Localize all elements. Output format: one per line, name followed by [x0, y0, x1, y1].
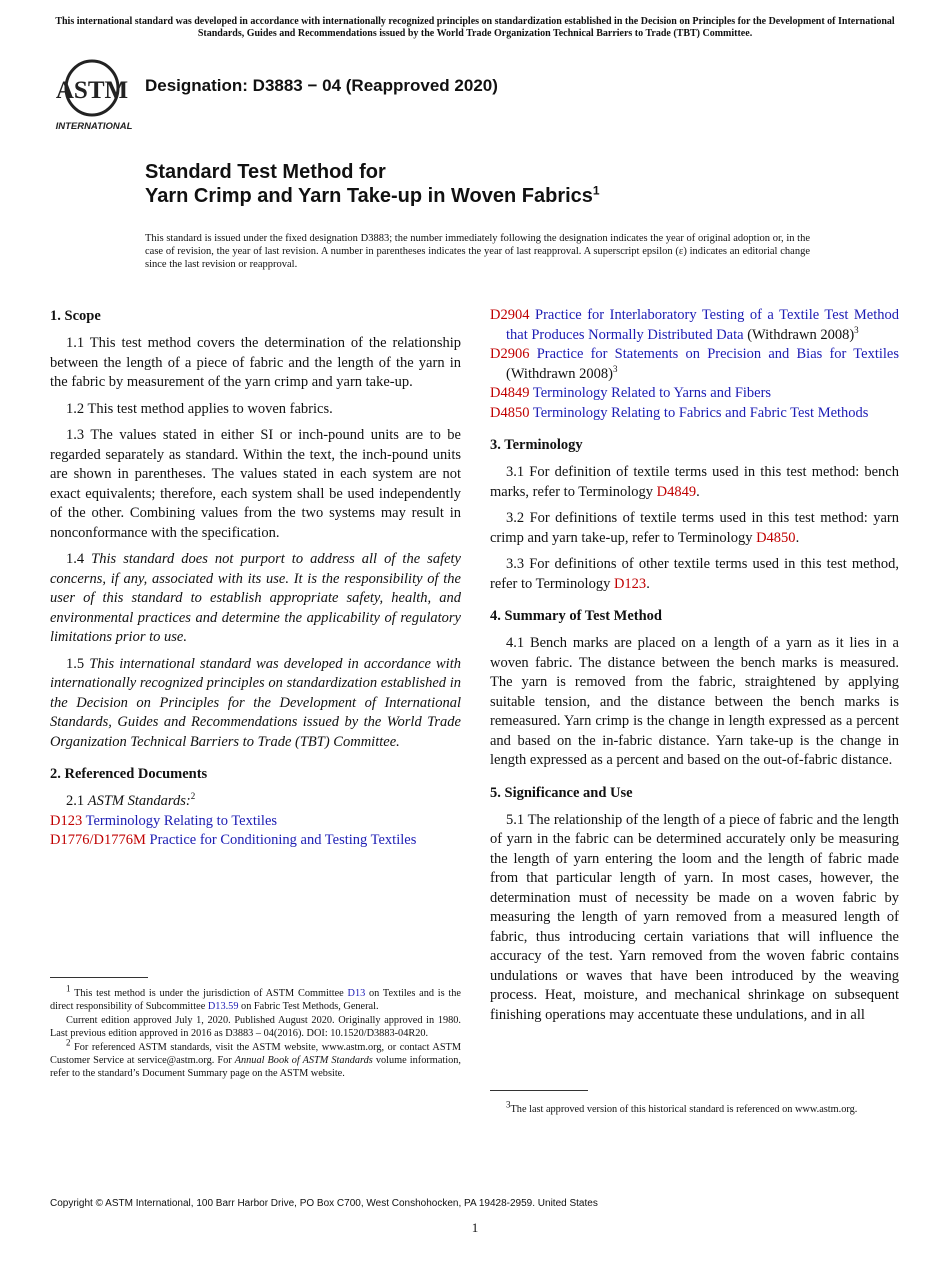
paragraph-3-2: 3.2 For definitions of textile terms used in this test method: yarn crimp and yarn take-up, refer to Terminology D4850. — [490, 510, 899, 546]
right-column — [490, 306, 899, 1032]
astm-logo — [54, 58, 134, 132]
paragraph-1-1: 1.1 This test method covers the determination of the relationship between the length of a piece of fabric and the length of the yarn in the fabric by measurement of the yarn crimp and yarn take-up. — [50, 335, 461, 390]
footnote-text: The last approved version of this historical standard is referenced on www.astm.org. — [510, 1104, 858, 1115]
page-number: 1 — [471, 1220, 479, 1235]
footnote-text: on Fabric Test Methods, General. — [238, 1000, 379, 1012]
title-line-2 — [145, 184, 845, 208]
paragraph-5-1: 5.1 The relationship of the length of a piece of fabric and the length of yarn in the fabric can be determined accurately only be measuring the length of yarn entering the loom and the length of fabric made from that particular length of yarn. In most cases, however, the determination must of necessity be made on a woven fabric by measuring the length of yarn removed from a measured length of fabric, thus introducing certain variations that will influence the accuracy of the test. Yarn removed from the woven fabric contains undulations or waves that have been introduced by the weaving process. Heat, moisture, and mechanical shrinkage on subsequent finishing operations may accentuate these undulations, and in all — [490, 811, 899, 1023]
paragraph-1-4 — [50, 550, 461, 648]
paragraph-1-2: 1.2 This test method applies to woven fabrics. — [66, 400, 333, 417]
footnote-marker: 1 — [66, 983, 71, 994]
paragraph-number: 1.5 — [66, 655, 85, 672]
reference-code[interactable]: D2906 — [490, 346, 530, 362]
title-line-1: Standard Test Method for — [145, 161, 386, 183]
terminology-link[interactable]: D4850 — [756, 529, 796, 546]
paragraph-3-1: 3.1 For definition of textile terms used in this test method: bench marks, refer to Terminology D4849. — [490, 464, 899, 500]
designation: Designation: D3883 − 04 (Reapproved 2020) — [145, 76, 498, 95]
paragraph-1-5 — [50, 655, 461, 753]
reference-title-link[interactable]: Practice for Conditioning and Testing Textiles — [149, 832, 417, 848]
section-heading-referenced-documents: 2. Referenced Documents — [50, 766, 208, 782]
reference-item[interactable] — [50, 831, 461, 851]
title-footnote-marker: 1 — [592, 183, 600, 198]
reference-title-link[interactable]: Terminology Related to Yarns and Fibers — [532, 385, 772, 401]
left-column — [50, 306, 461, 851]
reference-status: (Withdrawn 2008) — [506, 365, 613, 382]
paragraph-text: 3.2 For definitions of textile terms used in this test method: yarn crimp and yarn take-up, refer to Terminology — [490, 510, 899, 546]
reference-status: (Withdrawn 2008) — [743, 326, 855, 343]
footnote-italic: Annual Book of ASTM Standards — [234, 1054, 373, 1066]
footnote-divider — [50, 977, 148, 978]
terminology-link[interactable]: D4849 — [656, 483, 697, 500]
reference-code[interactable]: D1776/D1776M — [50, 832, 146, 848]
paragraph-number: 2.1 — [66, 793, 85, 809]
reference-title-link[interactable]: Practice for Interlaboratory Testing of a Textile Test Method that Produces Normally Distributed Data — [506, 307, 899, 343]
reference-code[interactable]: D4850 — [490, 404, 530, 421]
paragraph-number: 1.4 — [66, 551, 85, 567]
subcommittee-link[interactable]: D13.59 — [207, 1000, 239, 1012]
footnote-text: on Textiles and is the direct responsibility of Subcommittee — [50, 988, 462, 1012]
footnote-marker: 3 — [612, 363, 618, 374]
reference-title-link[interactable]: Terminology Relating to Fabrics and Fabric Test Methods — [532, 404, 869, 421]
footnote-1 — [50, 983, 462, 1013]
paragraph-text: This international standard was developed in accordance with internationally recognized principles on standardization established in the Decision on Principles for the Development of International Standards, Guides and Recommendations issued by the World Trade Organization Technical Barriers to Trade (TBT) Committee. — [50, 655, 461, 750]
section-heading-terminology: 3. Terminology — [490, 437, 583, 453]
paragraph-text: This standard does not purport to address all of the safety concerns, if any, associated with its use. It is the responsibility of the user of this standard to establish appropriate safety, health, and environmental practices and determine the applicability of regulatory limitations prior to use. — [50, 551, 461, 645]
section-heading-scope: 1. Scope — [50, 308, 101, 324]
paragraph-4-1: 4.1 Bench marks are placed on a length of a yarn as it lies in a woven fabric. The distance between the bench marks is measured. The yarn is removed from the fabric, straightened by applying suitable tension, and the distance between the bench marks is remeasured. Yarn crimp is the change in length expressed as a percent and based on the in-fabric distance. Yarn take-up is the change in length expressed as a percent and based on the out-of-fabric distance. — [490, 635, 899, 768]
paragraph-1-3: 1.3 The values stated in either SI or inch-pound units are to be regarded separately as standard. Within the text, the inch-pound units are shown in parentheses. The values stated in each system are not exact equivalents; therefore, each system shall be used independently of the other. Combining values from the two systems may result in nonconformance with the specification. — [50, 427, 461, 541]
footnote-2 — [50, 1037, 461, 1080]
section-heading-significance: 5. Significance and Use — [490, 784, 633, 801]
paragraph-2-1 — [50, 792, 461, 812]
footnote-text: For referenced ASTM standards, visit the ASTM website, www.astm.org, or contact ASTM Customer Service at service@astm.org. For — [50, 1042, 461, 1066]
footnote-text: This test method is under the jurisdiction of ASTM Committee — [74, 988, 348, 999]
logo-text: ASTM — [55, 77, 129, 104]
footnotes-right — [490, 1099, 899, 1119]
logo-subtext: INTERNATIONAL — [55, 121, 133, 132]
reference-code[interactable]: D123 — [50, 812, 83, 829]
top-notice: This international standard was developed in accordance with internationally recognized principles on standardization established in the Decision on Principles for the Development of International Standards, Guides and Recommendations issued by the World Trade Organization Technical Barriers to Trade (TBT) Committee. — [55, 16, 895, 39]
section-heading-summary: 4. Summary of Test Method — [490, 608, 662, 624]
subsection-label: ASTM Standards: — [87, 793, 191, 809]
footnote-marker: 3 — [506, 1099, 511, 1110]
reference-item[interactable] — [490, 404, 899, 424]
footnote-marker: 2 — [66, 1037, 71, 1048]
paragraph-text: 3.3 For definitions of other textile terms used in this test method, refer to Terminology — [490, 556, 899, 592]
footnotes-left — [50, 983, 462, 1082]
terminology-link[interactable]: D123 — [613, 575, 647, 592]
issued-note: This standard is issued under the fixed designation D3883; the number immediately following the designation indicates the year of original adoption or, in the case of revision, the year of last revision. A number in parentheses indicates the year of last reapproval. A superscript epsilon (ε) indicates an editorial change since the last revision or reapproval. — [145, 233, 810, 270]
reference-item[interactable] — [50, 812, 461, 832]
reference-item[interactable] — [490, 306, 899, 345]
paragraph-3-3: 3.3 For definitions of other textile terms used in this test method, refer to Terminology D123. — [490, 556, 899, 592]
footnote-text: volume information, refer to the standard’s Document Summary page on the ASTM website. — [50, 1054, 461, 1079]
footnote-3 — [490, 1099, 899, 1117]
reference-item[interactable] — [490, 345, 899, 384]
footnote-marker: 3 — [854, 324, 859, 335]
paragraph-text: 3.1 For definition of textile terms used in this test method: bench marks, refer to Terminology — [490, 464, 899, 500]
document-title — [145, 160, 845, 208]
reference-code[interactable]: D2904 — [490, 307, 530, 323]
reference-title-link[interactable]: Terminology Relating to Textiles — [85, 812, 278, 829]
footnote-edition: Current edition approved July 1, 2020. Published August 2020. Originally approved in 1980. Last previous edition approved in 2016 as D3883 – 04(2016). DOI: 10.1520/D3883-04R20. — [50, 1015, 461, 1039]
reference-item[interactable] — [490, 384, 899, 404]
reference-code[interactable]: D4849 — [490, 385, 530, 401]
footnote-marker: 2 — [190, 791, 196, 802]
reference-title-link[interactable]: Practice for Statements on Precision and Bias for Textiles — [536, 346, 900, 362]
title-text: Yarn Crimp and Yarn Take-up in Woven Fabrics — [145, 185, 593, 207]
footnote-divider — [490, 1090, 588, 1091]
committee-link[interactable]: D13 — [347, 988, 366, 999]
copyright-notice: Copyright © ASTM International, 100 Barr Harbor Drive, PO Box C700, West Conshohocken, PA 19428-2959. United States — [50, 1198, 598, 1209]
